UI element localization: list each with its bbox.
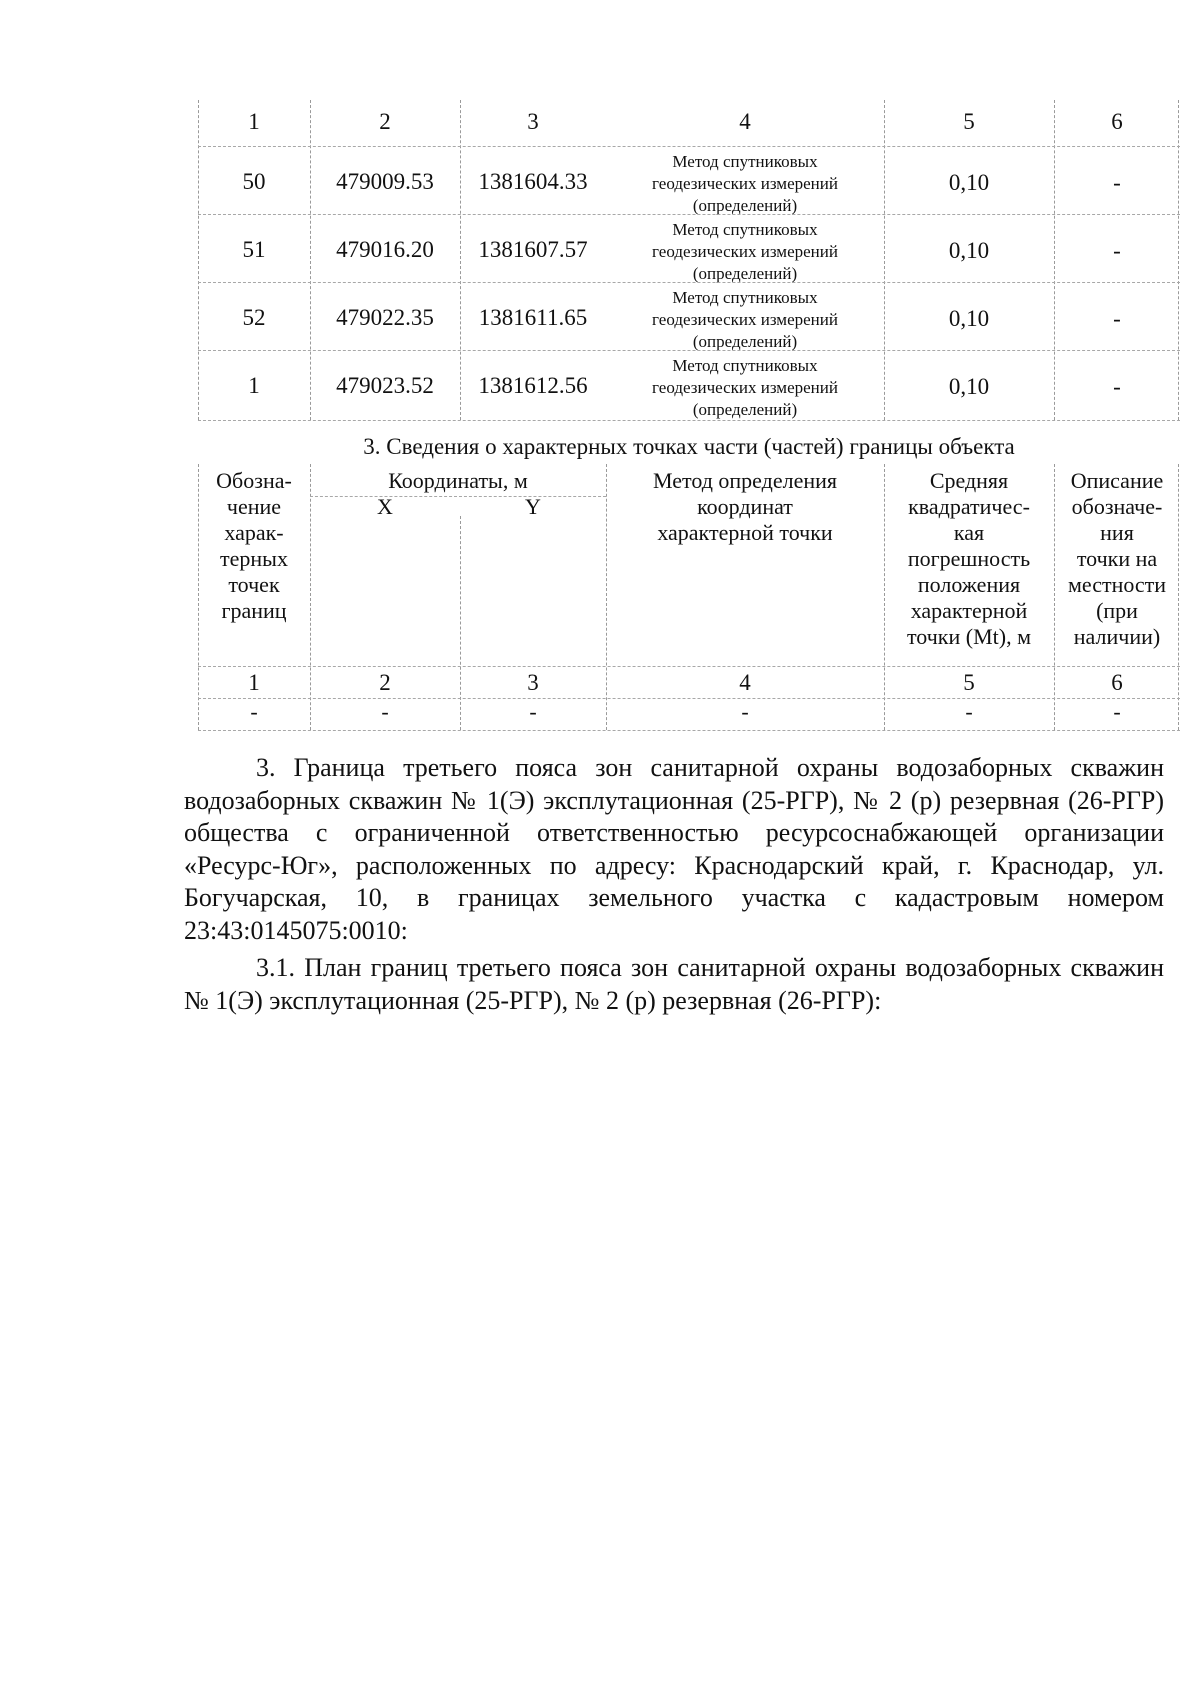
header-line: терных (220, 546, 288, 571)
coord-y: 1381611.65 (478, 305, 588, 330)
method-line: (определений) (692, 196, 798, 215)
method-cell (606, 216, 884, 285)
table-border (310, 100, 311, 420)
table-border (884, 464, 885, 730)
column-number: 1 (248, 109, 260, 134)
column-number: 4 (739, 670, 751, 695)
table-border (1054, 464, 1055, 730)
method-line: (определений) (692, 264, 798, 283)
point-number: 52 (242, 305, 266, 330)
header-line: характерной (910, 598, 1028, 623)
header-line: наличии) (1073, 624, 1161, 649)
column-number: 3 (527, 670, 539, 695)
table-border (1054, 100, 1055, 420)
header-line: местности (1067, 572, 1167, 597)
table-row (198, 148, 1180, 216)
point-number: 51 (242, 237, 266, 262)
column-number: 3 (527, 109, 539, 134)
header-line: Средняя (929, 468, 1009, 493)
header-line: (при (1096, 598, 1138, 623)
table-border (198, 100, 199, 420)
coord-x: 479023.52 (336, 373, 434, 398)
coord-y: 1381612.56 (478, 373, 588, 398)
table-border (198, 282, 1180, 283)
point-description: - (1113, 306, 1121, 331)
table-border (198, 350, 1180, 351)
table-border (198, 146, 1180, 147)
header-method (606, 464, 884, 546)
header-x: X (377, 494, 393, 519)
header-coordinates: Координаты, м (388, 468, 528, 493)
empty-cell: - (965, 699, 973, 724)
header-line: Обозна- (216, 468, 292, 493)
header-designation (198, 464, 310, 624)
coord-x: 479016.20 (336, 237, 434, 262)
empty-cell: - (250, 699, 258, 724)
method-line: (определений) (692, 400, 798, 419)
header-line: квадратичес- (908, 494, 1030, 519)
column-number: 6 (1111, 670, 1123, 695)
method-line: Метод спутниковых (672, 356, 818, 375)
method-cell (606, 148, 884, 217)
method-line: геодезических измерений (652, 310, 838, 329)
header-line: Метод определения (652, 468, 838, 493)
column-number: 2 (379, 109, 391, 134)
header-line: точек (228, 572, 280, 597)
table-border (198, 214, 1180, 215)
table-row (198, 284, 1180, 352)
mean-square-error: 0,10 (948, 238, 990, 263)
header-line: характерной точки (657, 520, 833, 545)
paragraph-zone-plan: 3.1. План границ третьего пояса зон санитарной охраны водозаборных скважин № 1(Э) эксплутационная (25-РГР), № 2 (р) резервная (26-РГР): (184, 953, 1164, 1015)
table-border (198, 666, 1180, 667)
header-error (884, 464, 1054, 650)
point-number: 50 (242, 169, 266, 194)
empty-cell: - (529, 699, 537, 724)
mean-square-error: 0,10 (948, 306, 990, 331)
table-row (198, 216, 1180, 284)
header-line: обозначе- (1071, 494, 1163, 519)
point-description: - (1113, 374, 1121, 399)
table-border (884, 100, 885, 420)
table-border (310, 464, 311, 730)
header-line: харак- (224, 520, 284, 545)
coord-y: 1381604.33 (478, 169, 588, 194)
header-description (1054, 464, 1180, 650)
method-line: Метод спутниковых (672, 152, 818, 171)
empty-cell: - (741, 699, 749, 724)
point-description: - (1113, 238, 1121, 263)
header-y: Y (525, 494, 541, 519)
column-number: 6 (1111, 109, 1123, 134)
column-number-row (198, 100, 1180, 144)
table-border (460, 100, 461, 420)
table-border (310, 496, 606, 497)
empty-cell: - (1113, 699, 1121, 724)
table-border (606, 464, 607, 730)
method-line: (определений) (692, 332, 798, 351)
header-line: точки на (1076, 546, 1158, 571)
header-line: ния (1100, 520, 1134, 545)
method-cell (606, 352, 884, 421)
header-line: погрешность (907, 546, 1031, 571)
point-number: 1 (248, 373, 260, 398)
table-border (198, 464, 199, 730)
method-line: геодезических измерений (652, 378, 838, 397)
table-header-row (198, 464, 1180, 654)
coord-y: 1381607.57 (478, 237, 588, 262)
table-row (198, 352, 1180, 420)
method-cell (606, 284, 884, 353)
header-line: точки (Mt), м (906, 624, 1032, 649)
coord-x: 479009.53 (336, 169, 434, 194)
column-number: 5 (963, 670, 975, 695)
column-number: 4 (739, 109, 751, 134)
table-border (198, 698, 1180, 699)
header-line: кая (953, 520, 985, 545)
table-border (198, 730, 1180, 731)
column-number: 5 (963, 109, 975, 134)
column-number: 1 (248, 670, 260, 695)
header-line: положения (917, 572, 1021, 597)
table-border (1178, 464, 1179, 730)
empty-cell: - (381, 699, 389, 724)
table-border (198, 420, 1180, 421)
mean-square-error: 0,10 (948, 170, 990, 195)
header-line: чение (226, 494, 282, 519)
point-description: - (1113, 170, 1121, 195)
coord-x: 479022.35 (336, 305, 434, 330)
method-line: геодезических измерений (652, 242, 838, 261)
header-line: координат (697, 494, 793, 519)
method-line: Метод спутниковых (672, 288, 818, 307)
method-line: геодезических измерений (652, 174, 838, 193)
method-line: Метод спутниковых (672, 220, 818, 239)
header-line: Описание (1070, 468, 1164, 493)
mean-square-error: 0,10 (948, 374, 990, 399)
section-title: 3. Сведения о характерных точках части (частей) границы объекта (363, 434, 1015, 459)
header-line: границ (221, 598, 287, 623)
table-border (1178, 100, 1179, 420)
paragraph-zone-boundary: 3. Граница третьего пояса зон санитарной охраны водозаборных скважин водозаборных скважин № 1(Э) эксплутационная (25-РГР), № 2 (р) резервная (26-РГР) общества с ограниченной ответственностью ресурсоснабжающей организации «Ресурс-Юг», расположенных по адресу: Краснодарский край, г. Краснодар, ул. Богучарская, 10, в границах земельного участка с кадастровым номером 23:43:0145075:0010: (184, 753, 1164, 945)
column-number: 2 (379, 670, 391, 695)
